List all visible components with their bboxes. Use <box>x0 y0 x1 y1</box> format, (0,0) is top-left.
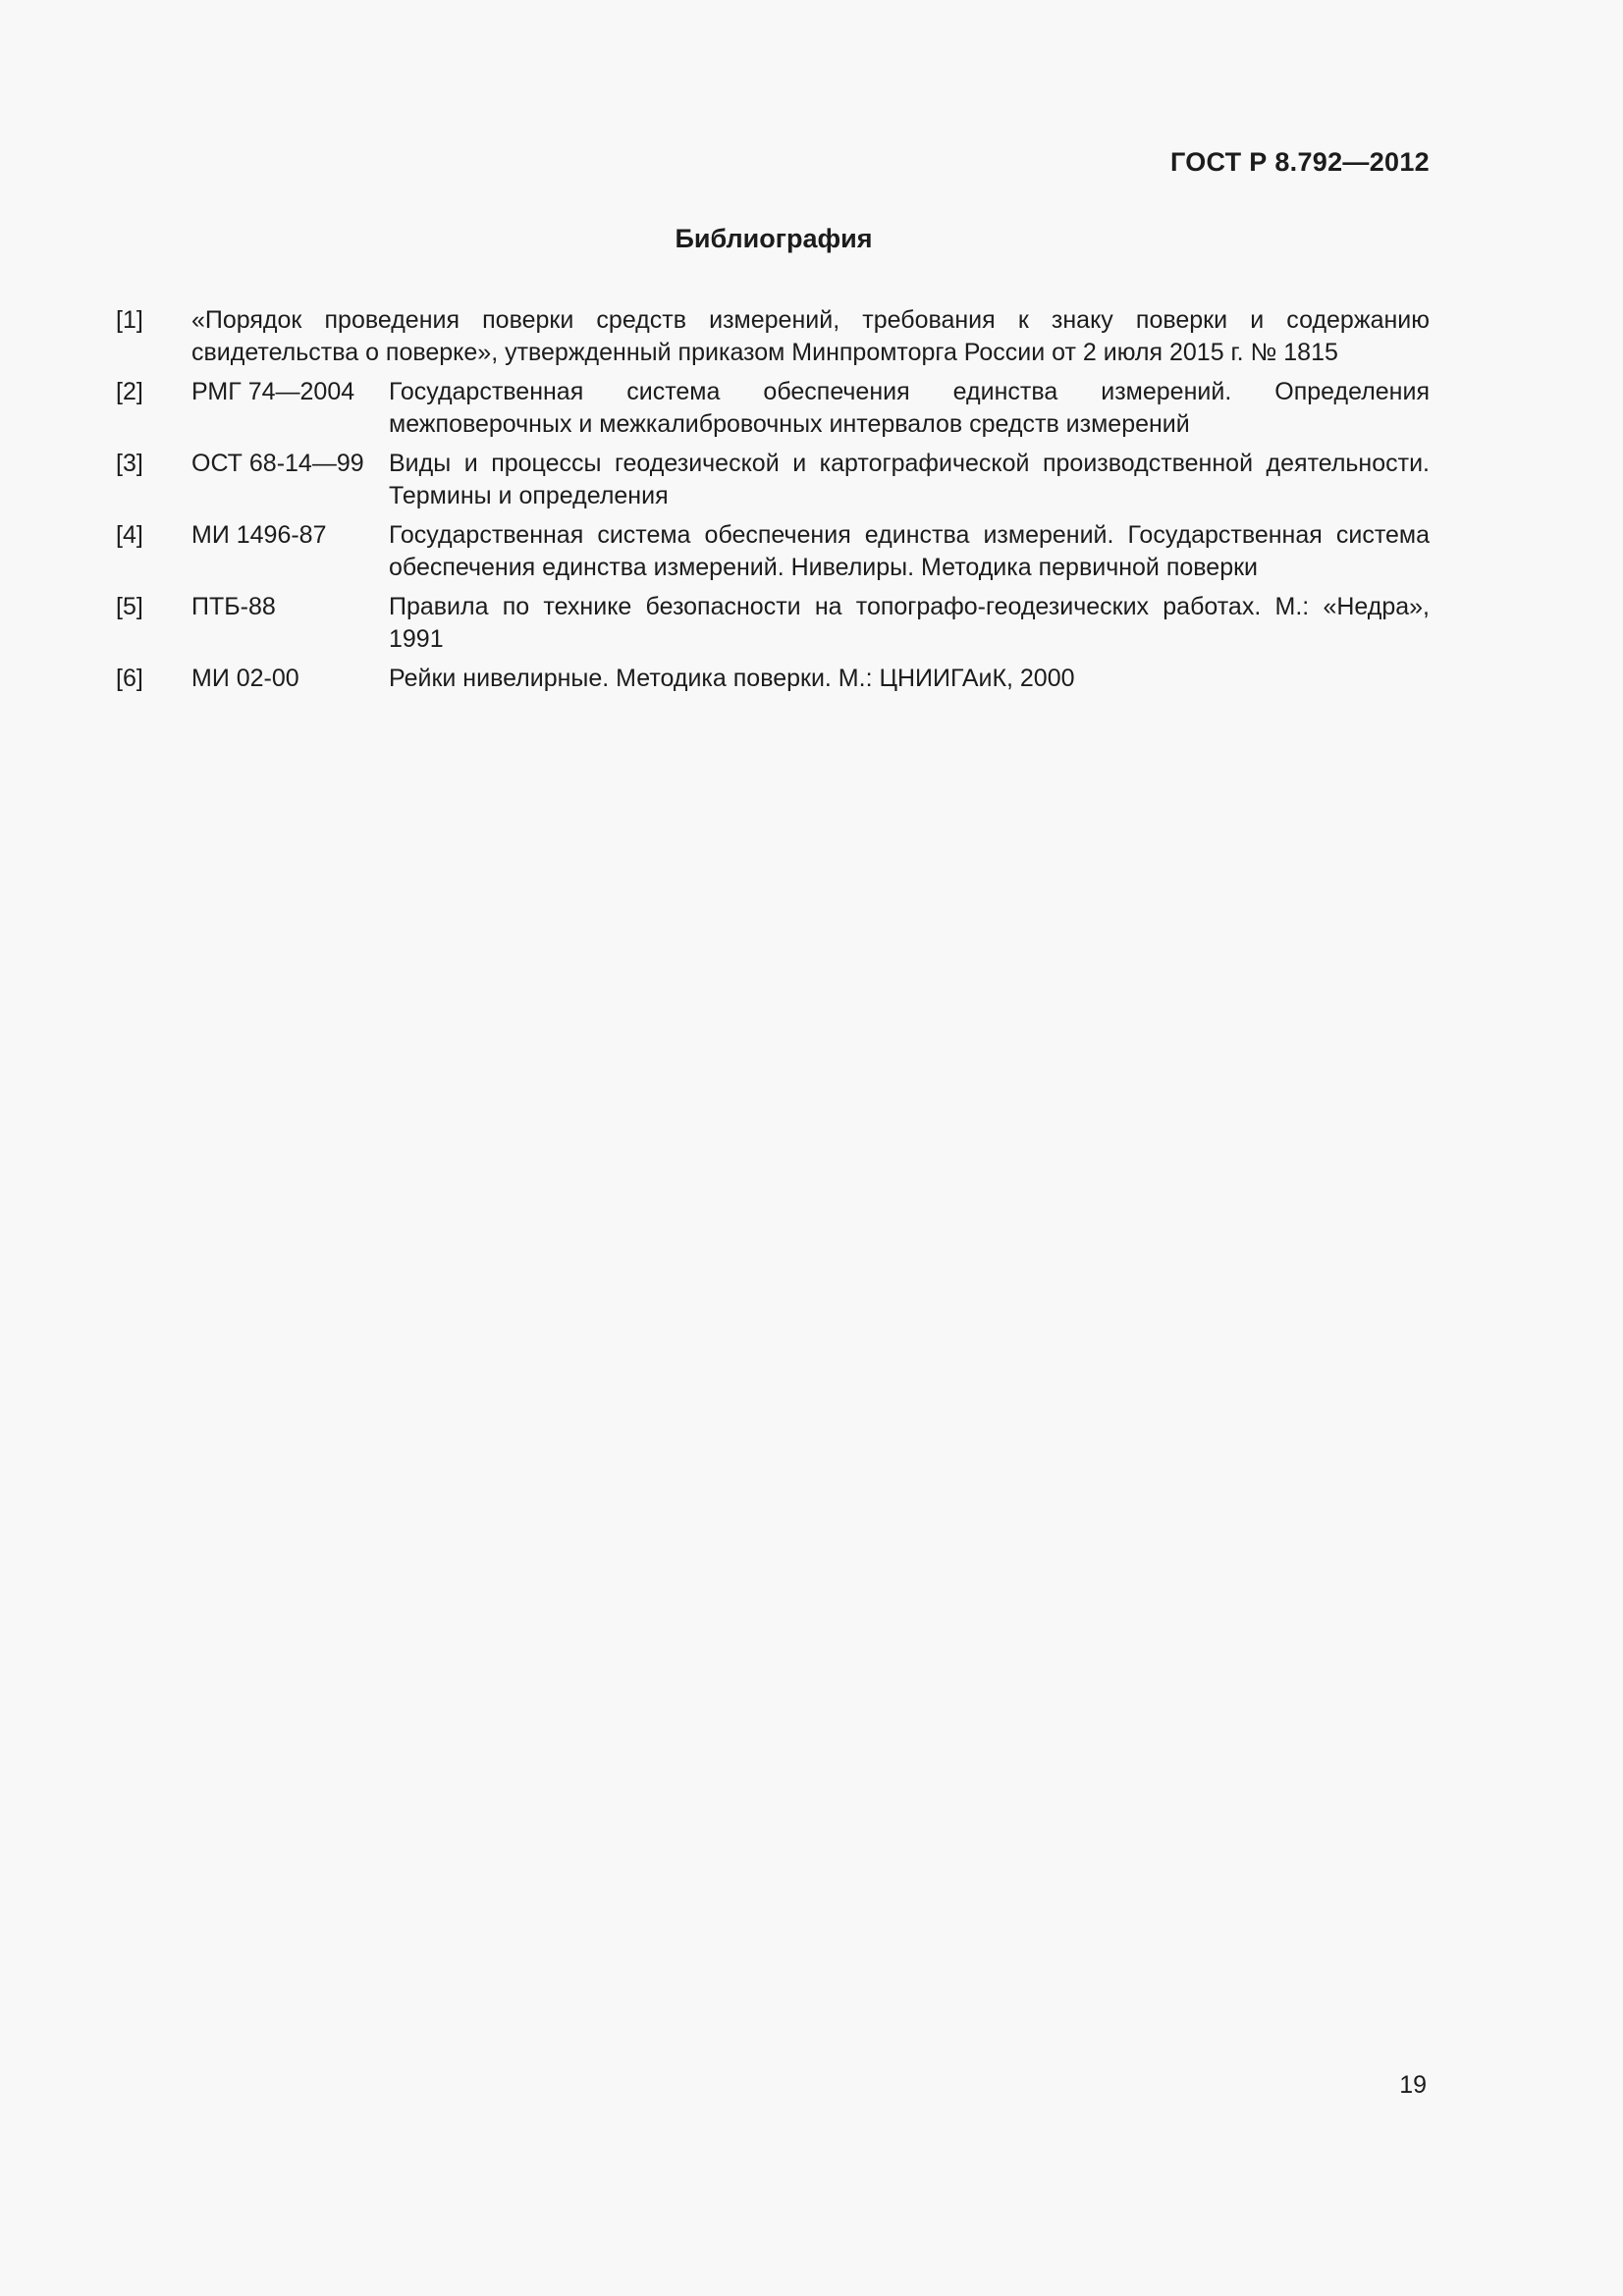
bibliography-entry <box>116 591 1430 656</box>
entry-number: [5] <box>116 593 143 620</box>
bibliography-entry <box>116 304 1430 369</box>
entry-code: МИ 02-00 <box>191 665 299 692</box>
entry-text: Правила по технике безопасности на топографо-геодезических работах. М.: «Недра», 1991 <box>389 593 1430 653</box>
entry-text: Государственная система обеспечения единства измерений. Определения межповерочных и межкалибровочных интервалов средств измерений <box>389 378 1430 438</box>
entry-number: [2] <box>116 378 143 405</box>
bibliography-list <box>116 304 1430 702</box>
bibliography-entry <box>116 376 1430 441</box>
entry-text: Рейки нивелирные. Методика поверки. М.: ЦНИИГАиК, 2000 <box>389 665 1075 692</box>
page-number: 19 <box>1399 2071 1427 2099</box>
entry-code: РМГ 74—2004 <box>191 378 355 405</box>
document-code: ГОСТ Р 8.792—2012 <box>1169 147 1430 177</box>
entry-number: [4] <box>116 521 143 549</box>
entry-number: [3] <box>116 450 143 477</box>
section-title: Библиография <box>675 224 873 253</box>
bibliography-entry <box>116 448 1430 512</box>
entry-code: МИ 1496-87 <box>191 521 327 549</box>
entry-code: ПТБ-88 <box>191 593 276 620</box>
entry-text: «Порядок проведения поверки средств измерений, требования к знаку поверки и содержанию свидетельства о поверке», утвержденный приказом Минпромторга России от 2 июля 2015 г. № 1815 <box>191 306 1430 366</box>
entry-code: ОСТ 68-14—99 <box>191 450 364 477</box>
bibliography-entry <box>116 663 1430 695</box>
entry-number: [1] <box>116 306 143 334</box>
entry-text: Виды и процессы геодезической и картографической производственной деятельности. Термины и определения <box>389 450 1430 509</box>
entry-number: [6] <box>116 665 143 692</box>
entry-text: Государственная система обеспечения единства измерений. Государственная система обеспечения единства измерений. Нивелиры. Методика первичной поверки <box>389 521 1430 581</box>
bibliography-entry <box>116 519 1430 584</box>
